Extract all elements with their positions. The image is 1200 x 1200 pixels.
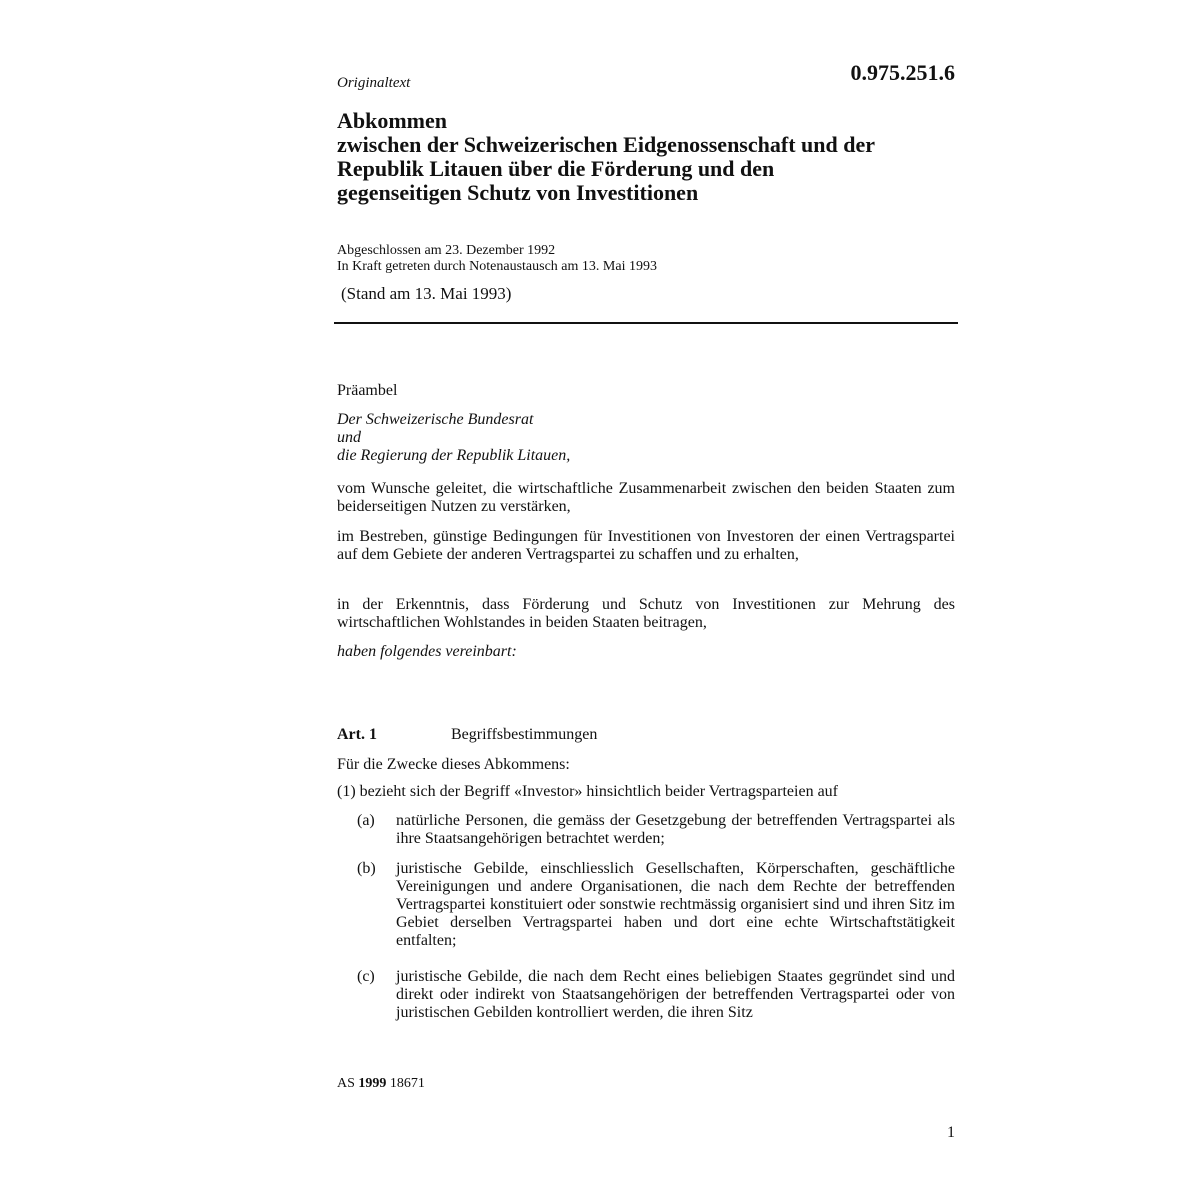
item-text: juristische Gebilde, einschliesslich Gesellschaften, Körperschaften, geschäftliche Vereinigungen und andere Organisationen, die nach dem Rechte der betreffenden Vertragspartei konstituiert oder sonstwie rechtmässig organisiert sind und ihren Sitz im Gebiet derselben Vertragspartei haben und dort eine echte Wirtschaftstätigkeit entfalten;	[396, 860, 955, 949]
as-reference	[337, 1076, 425, 1092]
title-line: Republik Litauen über die Förderung und den	[337, 156, 775, 181]
article-title: Begriffsbestimmungen	[451, 726, 598, 743]
concluded-date: Abgeschlossen am 23. Dezember 1992	[337, 243, 556, 258]
title-line: Abkommen	[337, 108, 448, 133]
party-line: und	[337, 429, 361, 446]
preamble-paragraph: im Bestreben, günstige Bedingungen für Investitionen von Investoren der einen Vertragspartei auf dem Gebiete der anderen Vertragspartei zu schaffen und zu erhalten,	[337, 528, 955, 563]
article-intro: Für die Zwecke dieses Abkommens:	[337, 756, 570, 773]
originaltext-label: Originaltext	[337, 75, 411, 91]
item-label: (b)	[357, 860, 376, 877]
preamble-parties	[337, 411, 955, 465]
in-force-date: In Kraft getreten durch Notenaustausch am 13. Mai 1993	[337, 259, 657, 274]
as-prefix: AS	[337, 1076, 355, 1091]
preamble-paragraph: in der Erkenntnis, dass Förderung und Schutz von Investitionen zur Mehrung des wirtschaftlichen Wohlstandes in beiden Staaten beitragen,	[337, 596, 955, 631]
title-line: gegenseitigen Schutz von Investitionen	[337, 180, 699, 205]
as-year: 1999	[358, 1076, 387, 1091]
sr-number: 0.975.251.6	[850, 60, 955, 85]
article-number: Art. 1	[337, 726, 377, 743]
stand-date: (Stand am 13. Mai 1993)	[341, 284, 512, 303]
page-number: 1	[947, 1124, 955, 1141]
preamble-paragraph: vom Wunsche geleitet, die wirtschaftliche Zusammenarbeit zwischen den beiden Staaten zum beiderseitigen Nutzen zu verstärken,	[337, 480, 955, 515]
item-label: (c)	[357, 968, 375, 985]
item-text: natürliche Personen, die gemäss der Gesetzgebung der betreffenden Vertragspartei als ihre Staatsangehörigen betrachtet werden;	[396, 812, 955, 847]
title-line: zwischen der Schweizerischen Eidgenossenschaft und der	[337, 132, 875, 157]
preamble-closing: haben folgendes vereinbart:	[337, 643, 517, 660]
clause-1: (1) bezieht sich der Begriff «Investor» hinsichtlich beider Vertragsparteien auf	[337, 783, 839, 800]
party-line: die Regierung der Republik Litauen,	[337, 447, 571, 464]
as-page: 18671	[389, 1076, 425, 1091]
list-item	[357, 860, 955, 950]
party-line: Der Schweizerische Bundesrat	[337, 411, 534, 428]
document-title	[337, 109, 977, 205]
preamble-heading: Präambel	[337, 382, 398, 399]
header-divider	[334, 322, 958, 324]
item-label: (a)	[357, 812, 375, 829]
conclusion-info	[337, 243, 657, 275]
item-text: juristische Gebilde, die nach dem Recht eines beliebigen Staates gegründet sind und direkt oder indirekt von Staatsangehörigen der betreffenden Vertragspartei oder von juristischen Gebilden kontrolliert werden, die ihren Sitz	[396, 968, 955, 1021]
article-heading	[337, 726, 597, 744]
list-item	[357, 812, 955, 848]
list-item	[357, 968, 955, 1022]
